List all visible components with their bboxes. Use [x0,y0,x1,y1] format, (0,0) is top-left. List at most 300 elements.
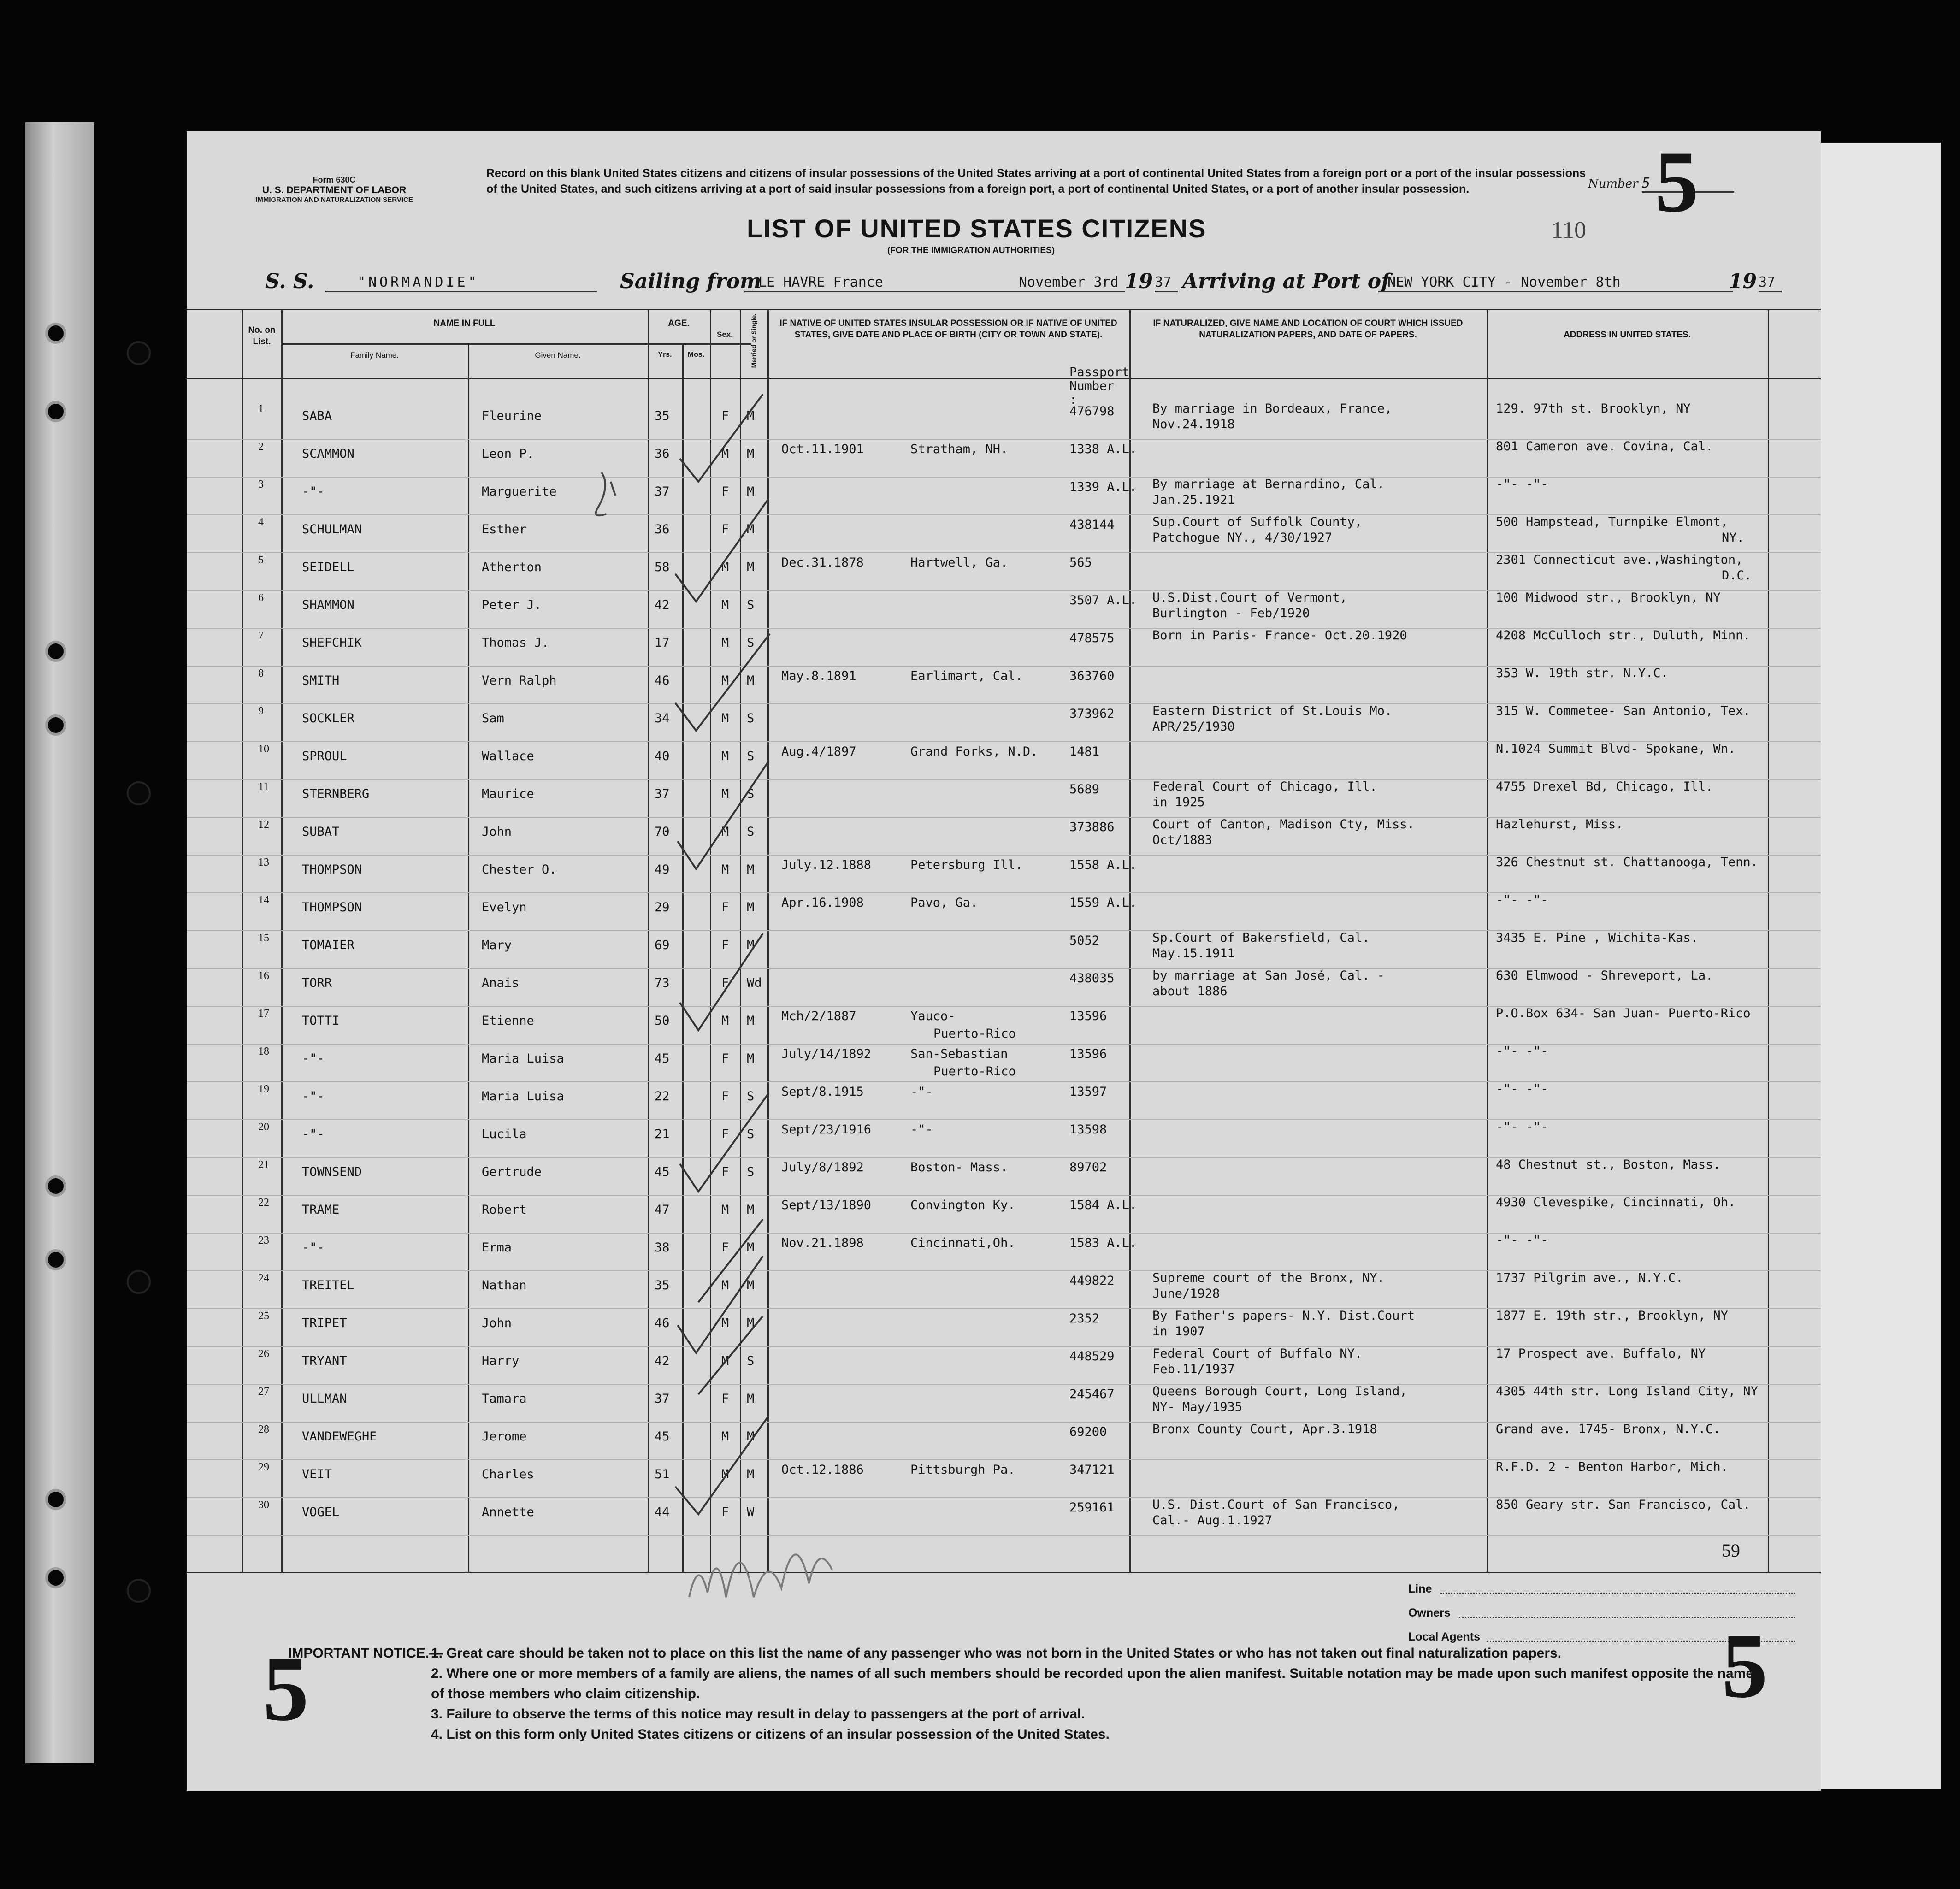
cell-addr: 500 Hampstead, Turnpike Elmont, [1496,515,1728,529]
cell-passport: 363760 [1069,669,1115,683]
binder-hole [45,323,66,344]
cell-birth-date: July.12.1888 [781,858,872,872]
cell-no: 22 [258,1197,269,1209]
cell-ms: S [747,1354,755,1368]
table-row [187,514,1821,553]
cell-no: 7 [258,630,264,642]
cell-sex: M [721,787,729,801]
handwritten-jr-mark [583,468,625,523]
cell-ms: M [747,560,755,574]
cell-given: John [482,1316,512,1330]
cell-family: SUBAT [302,825,340,839]
cell-nat: by marriage at San José, Cal. - [1152,968,1385,983]
cell-age: 51 [655,1467,670,1482]
cell-nat: Supreme court of the Bronx, NY. [1152,1271,1385,1285]
cell-passport: 13598 [1069,1122,1107,1137]
table-row [187,1233,1821,1271]
cell-addr: 48 Chestnut st., Boston, Mass. [1496,1157,1721,1172]
table-row [187,666,1821,704]
cell-nat: Sup.Court of Suffolk County, [1152,515,1363,529]
table-row [187,1006,1821,1045]
cell-passport: 438144 [1069,518,1115,532]
cell-age: 50 [655,1014,670,1028]
table-bottom-rule [187,1572,1821,1573]
cell-passport: 1338 A.L. [1069,442,1137,456]
cell-addr: Grand ave. 1745- Bronx, N.Y.C. [1496,1422,1721,1436]
cell-passport: 347121 [1069,1463,1115,1477]
cell-family: THOMPSON [302,900,362,915]
cell-sex: M [721,1467,729,1482]
cell-family: SOCKLER [302,711,354,726]
cell-ms: S [747,598,755,612]
cell-addr: -"- -"- [1496,1044,1548,1058]
cell-nat2: Burlington - Feb/1920 [1152,606,1310,620]
cell-age: 45 [655,1165,670,1179]
table-row [187,892,1821,931]
table-row [187,1081,1821,1120]
notice-4: 4. List on this form only United States citizens or citizens of an insular possession of the United States. [431,1727,1110,1742]
table-row [187,1422,1821,1460]
binder-hole [45,1175,66,1197]
cell-addr2: NY. [1722,531,1744,545]
departure-year-prefix: 19 [1125,270,1153,293]
cell-given: Vern Ralph [482,673,557,688]
handwritten-signature [680,1514,846,1616]
big-number-top: 5 [1655,134,1699,230]
punch-hole [127,781,151,805]
table-row [187,1308,1821,1347]
cell-sex: F [721,522,729,537]
cell-sex: F [721,484,729,499]
cell-no: 4 [258,516,264,528]
cell-addr: R.F.D. 2 - Benton Harbor, Mich. [1496,1460,1728,1474]
cell-birth-place: Petersburg Ill. [910,858,1023,872]
punch-hole [127,341,151,365]
cell-no: 2 [258,441,264,453]
header-name-in-full: NAME IN FULL [433,319,496,328]
cell-ms: S [747,787,755,801]
cell-birth-place2: Puerto-Rico [933,1064,1016,1079]
cell-birth-date: July/8/1892 [781,1160,864,1175]
cell-no: 24 [258,1272,269,1284]
binder-hole [45,641,66,662]
cell-sex: M [721,1278,729,1293]
cell-birth-place2: Puerto-Rico [933,1027,1016,1041]
cell-family: THOMPSON [302,862,362,877]
cell-ms: M [747,1203,755,1217]
table-row [187,1497,1821,1536]
cell-given: Harry [482,1354,520,1368]
cell-ms: M [747,1429,755,1444]
cell-birth-date: Oct.11.1901 [781,442,864,456]
cell-given: Maria Luisa [482,1051,564,1066]
cell-nat2: in 1925 [1152,795,1205,809]
cell-nat2: Patchogue NY., 4/30/1927 [1152,531,1333,545]
cell-given: Lucila [482,1127,527,1141]
cell-family: STERNBERG [302,787,370,801]
cell-sex: M [721,862,729,877]
table-row [187,779,1821,818]
cell-age: 34 [655,711,670,726]
header-given: Given Name. [535,351,581,360]
cell-family: TREITEL [302,1278,354,1293]
cell-given: Leon P. [482,447,534,461]
cell-addr: 100 Midwood str., Brooklyn, NY [1496,590,1721,605]
arrival-port: NEW YORK CITY - November 8th [1378,274,1733,292]
cell-ms: W [747,1505,755,1519]
cell-nat2: NY- May/1935 [1152,1400,1243,1414]
header-age: AGE. [668,319,690,328]
big-number-left: 5 [263,1638,309,1740]
cell-nat2: Cal.- Aug.1.1927 [1152,1513,1273,1528]
cell-birth-place: Convington Ky. [910,1198,1015,1212]
cell-addr: 315 W. Commetee- San Antonio, Tex. [1496,704,1751,718]
cell-birth-place: Stratham, NH. [910,442,1008,456]
cell-nat: Born in Paris- France- Oct.20.1920 [1152,628,1407,643]
cell-given: Gertrude [482,1165,542,1179]
binder-hole [45,1249,66,1270]
cell-passport: 2352 [1069,1311,1100,1326]
cell-given: Maurice [482,787,534,801]
service-name: IMMIGRATION AND NATURALIZATION SERVICE [255,195,413,204]
cell-addr2: D.C. [1722,568,1752,583]
cell-age: 73 [655,976,670,990]
cell-sex: F [721,1089,729,1104]
header-sex: Sex. [717,330,733,339]
cell-nat: U.S.Dist.Court of Vermont, [1152,590,1347,605]
cell-addr: 4305 44th str. Long Island City, NY [1496,1384,1758,1399]
cell-passport: 13597 [1069,1085,1107,1099]
table-row [187,401,1821,440]
cell-addr: P.O.Box 634- San Juan- Puerto-Rico [1496,1006,1751,1021]
cell-passport: 245467 [1069,1387,1115,1401]
cell-sex: M [721,598,729,612]
cell-birth-date: Sept/8.1915 [781,1085,864,1099]
cell-addr: 1737 Pilgrim ave., N.Y.C. [1496,1271,1683,1285]
cell-sex: F [721,1505,729,1519]
cell-birth-date: Sept/13/1890 [781,1198,872,1212]
big-number-right: 5 [1722,1615,1768,1717]
cell-addr: 3435 E. Pine , Wichita-Kas. [1496,931,1698,945]
cell-passport: 89702 [1069,1160,1107,1175]
cell-birth-date: Aug.4/1897 [781,744,856,759]
handwritten-checkmarks [671,380,777,1560]
cell-given: Robert [482,1203,527,1217]
cell-nat2: Oct/1883 [1152,833,1213,847]
cell-passport: 476798 [1069,404,1115,419]
table-row [187,628,1821,667]
cell-given: Etienne [482,1014,534,1028]
number-label: Number [1588,177,1638,191]
cell-birth-place: Earlimart, Cal. [910,669,1023,683]
table-row [187,1195,1821,1234]
cell-no: 28 [258,1423,269,1435]
cell-sex: M [721,749,729,763]
cell-sex: F [721,976,729,990]
cell-addr: 4755 Drexel Bd, Chicago, Ill. [1496,779,1713,794]
cell-given: Tamara [482,1392,527,1406]
cell-sex: F [721,900,729,915]
cell-no: 10 [258,743,269,755]
cell-passport: 449822 [1069,1274,1115,1288]
form-number: Form 630C [313,175,356,184]
cell-family: ULLMAN [302,1392,347,1406]
cell-family: -"- [302,1127,325,1141]
cell-passport: 373886 [1069,820,1115,834]
form-identifier [237,175,431,204]
cell-no: 15 [258,932,269,944]
list-subtitle: (FOR THE IMMIGRATION AUTHORITIES) [887,246,1055,255]
header-yrs: Yrs. [658,351,672,359]
cell-sex: M [721,1354,729,1368]
cell-addr: 353 W. 19th str. N.Y.C. [1496,666,1668,680]
table-row [187,1044,1821,1082]
table-row [187,1157,1821,1196]
cell-nat2: May.15.1911 [1152,946,1235,961]
cell-nat: By marriage at Bernardino, Cal. [1152,477,1385,491]
cell-passport: 69200 [1069,1425,1107,1439]
cell-ms: M [747,522,755,537]
cell-ms: S [747,711,755,726]
cell-family: SMITH [302,673,340,688]
header-no: No. on List. [248,325,276,347]
header-address: ADDRESS IN UNITED STATES. [1564,330,1691,340]
cell-birth-date: Oct.12.1886 [781,1463,864,1477]
cell-birth-place: -"- [910,1122,933,1137]
cell-addr: 4208 McCulloch str., Duluth, Minn. [1496,628,1751,643]
cell-birth-date: Dec.31.1878 [781,555,864,570]
cell-nat: Eastern District of St.Louis Mo. [1152,704,1393,718]
cell-age: 36 [655,447,670,461]
cell-birth-date: May.8.1891 [781,669,856,683]
cell-passport: 1339 A.L. [1069,480,1137,494]
cell-age: 42 [655,598,670,612]
cell-sex: F [721,1165,729,1179]
notice-2: 2. Where one or more members of a family are aliens, the names of all such members should be recorded upon the alien manifest. Suitable notation may be made upon such manifest opposite the names of those members who claim citizenship. [431,1666,1761,1701]
cell-family: SHEFCHIK [302,636,362,650]
cell-ms: M [747,1392,755,1406]
cell-no: 13 [258,856,269,868]
header-naturalized: IF NATURALIZED, GIVE NAME AND LOCATION OF COURT WHICH ISSUED NATURALIZATION PAPERS, AND DATE OF PAPERS. [1153,319,1463,340]
cell-given: Thomas J. [482,636,549,650]
cell-age: 35 [655,1278,670,1293]
cell-family: SEIDELL [302,560,354,574]
cell-given: Wallace [482,749,534,763]
cell-addr: Hazlehurst, Miss. [1496,817,1623,832]
cell-nat2: APR/25/1930 [1152,720,1235,734]
list-title: LIST OF UNITED STATES CITIZENS [747,214,1207,243]
cell-sex: F [721,938,729,952]
cell-age: 70 [655,825,670,839]
line-field[interactable] [1440,1593,1795,1594]
manifest-sheet [187,131,1821,1791]
header-married: Married or Single. [750,313,757,368]
cell-age: 35 [655,409,670,423]
cell-ms: M [747,447,755,461]
table-row [187,1119,1821,1158]
notice-3: 3. Failure to observe the terms of this notice may result in delay to passengers at the port of arrival. [431,1706,1085,1722]
cell-ms: S [747,1127,755,1141]
cell-addr: 1877 E. 19th str., Brooklyn, NY [1496,1309,1728,1323]
table-row [187,817,1821,856]
cell-passport: 565 [1069,555,1092,570]
cell-passport: 1584 A.L. [1069,1198,1137,1212]
cell-family: TOWNSEND [302,1165,362,1179]
cell-ms: M [747,409,755,423]
table-row [187,1346,1821,1385]
cell-passport: 1559 A.L. [1069,896,1137,910]
cell-no: 25 [258,1310,269,1322]
arrival-year-prefix: 19 [1729,270,1757,293]
cell-addr: -"- -"- [1496,477,1548,491]
cell-no: 16 [258,970,269,982]
cell-birth-place: Grand Forks, N.D. [910,744,1038,759]
cell-no: 9 [258,705,264,717]
cell-family: VEIT [302,1467,332,1482]
binder-hole [45,401,66,422]
cell-nat: U.S. Dist.Court of San Francisco, [1152,1498,1400,1512]
cell-family: SABA [302,409,332,423]
cell-nat: Bronx County Court, Apr.3.1918 [1152,1422,1377,1436]
cell-given: Jerome [482,1429,527,1444]
cell-sex: M [721,636,729,650]
cell-passport: 13596 [1069,1047,1107,1061]
cell-family: SCAMMON [302,447,354,461]
record-instructions: Record on this blank United States citizens and citizens of insular possessions of the United States arriving at a port of continental United States from a foreign port or a port of the insular possessions of the United States, and such citizens arriving at a port of said insular possessions from a foreign port, a port of continental United States, or a port of another insular possession. [486,167,1586,195]
cell-no: 30 [258,1499,269,1511]
ss-label: S. S. [265,270,314,293]
cell-sex: M [721,1014,729,1028]
cell-addr: -"- -"- [1496,893,1548,907]
cell-birth-place: San-Sebastian [910,1047,1008,1061]
cell-no: 18 [258,1045,269,1057]
cell-age: 37 [655,787,670,801]
notice-1: 1. Great care should be taken not to place on this list the name of any passenger who was not born in the United States or who has not taken out final naturalization papers. [431,1646,1562,1661]
cell-addr: 129. 97th st. Brooklyn, NY [1496,401,1691,416]
header-rule [187,378,1821,379]
cell-nat2: Nov.24.1918 [1152,417,1235,431]
cell-sex: F [721,1051,729,1066]
cell-ms: S [747,1089,755,1104]
cell-passport: 3507 A.L. [1069,593,1137,608]
table-row [187,703,1821,742]
cell-age: 58 [655,560,670,574]
stamp-number: 110 [1551,217,1587,243]
cell-ms: M [747,1316,755,1330]
cell-no: 5 [258,554,264,566]
cell-age: 37 [655,484,670,499]
arrival-year: 37 [1759,274,1782,292]
table-row [187,1270,1821,1309]
cell-nat: By marriage in Bordeaux, France, [1152,401,1393,416]
cell-sex: F [721,409,729,423]
cell-no: 12 [258,819,269,831]
cell-no: 14 [258,894,269,906]
cell-addr: -"- -"- [1496,1233,1548,1247]
cell-given: Fleurine [482,409,542,423]
cell-passport: 5052 [1069,933,1100,948]
punch-hole [127,1579,151,1603]
cell-birth-place: Yauco- [910,1009,956,1023]
cell-sex: M [721,825,729,839]
cell-nat2: June/1928 [1152,1287,1220,1301]
cell-birth-place: Cincinnati,Oh. [910,1236,1015,1250]
cell-given: Erma [482,1240,512,1255]
cell-no: 27 [258,1386,269,1398]
departure-year: 37 [1155,274,1178,292]
cell-birth-place: Pittsburgh Pa. [910,1463,1015,1477]
departure-port: LE HAVRE France [744,274,1026,292]
cell-addr: -"- -"- [1496,1082,1548,1096]
cell-given: Evelyn [482,900,527,915]
cell-family: TRAME [302,1203,340,1217]
cell-nat: Court of Canton, Madison Cty, Miss. [1152,817,1415,832]
cell-family: SCHULMAN [302,522,362,537]
cell-age: 44 [655,1505,670,1519]
cell-age: 49 [655,862,670,877]
cell-ms: M [747,1240,755,1255]
cell-nat: Federal Court of Chicago, Ill. [1152,779,1377,794]
table-row [187,855,1821,893]
cell-age: 46 [655,673,670,688]
cell-birth-place: Hartwell, Ga. [910,555,1008,570]
table-top-rule [187,309,1821,310]
cell-sex: F [721,1392,729,1406]
binder-hole [45,1567,66,1588]
cell-addr: N.1024 Summit Blvd- Spokane, Wn. [1496,742,1736,756]
cell-no: 21 [258,1159,269,1171]
cell-ms: S [747,1165,755,1179]
cell-no: 3 [258,478,264,490]
cell-age: 42 [655,1354,670,1368]
cell-no: 29 [258,1461,269,1473]
cell-nat: Sp.Court of Bakersfield, Cal. [1152,931,1370,945]
sailing-label: Sailing from [620,270,762,293]
cell-sex: M [721,447,729,461]
cell-no: 17 [258,1008,269,1020]
cell-given: Annette [482,1505,534,1519]
cell-sex: F [721,1127,729,1141]
cell-addr: 4930 Clevespike, Cincinnati, Oh. [1496,1195,1736,1210]
table-row [187,1459,1821,1498]
cell-no: 1 [258,403,264,415]
cell-birth-place: -"- [910,1085,933,1099]
cell-family: TRIPET [302,1316,347,1330]
cell-age: 29 [655,900,670,915]
cell-ms: S [747,636,755,650]
cell-ms: M [747,900,755,915]
cell-given: Marguerite [482,484,557,499]
cell-family: TRYANT [302,1354,347,1368]
table-row [187,968,1821,1007]
table-row [187,741,1821,780]
cell-ms: S [747,749,755,763]
cell-ms: M [747,1014,755,1028]
cell-nat2: Jan.25.1921 [1152,493,1235,507]
page-count: 59 [1722,1540,1740,1561]
cell-given: Esther [482,522,527,537]
cell-nat: Queens Borough Court, Long Island, [1152,1384,1407,1399]
cell-nat: By Father's papers- N.Y. Dist.Court [1152,1309,1415,1323]
cell-age: 22 [655,1089,670,1104]
cell-passport: 5689 [1069,782,1100,797]
cell-ms: M [747,484,755,499]
owners-label: Owners [1408,1606,1451,1619]
cell-ms: M [747,862,755,877]
cell-age: 45 [655,1429,670,1444]
cell-family: -"- [302,484,325,499]
cell-given: Anais [482,976,520,990]
